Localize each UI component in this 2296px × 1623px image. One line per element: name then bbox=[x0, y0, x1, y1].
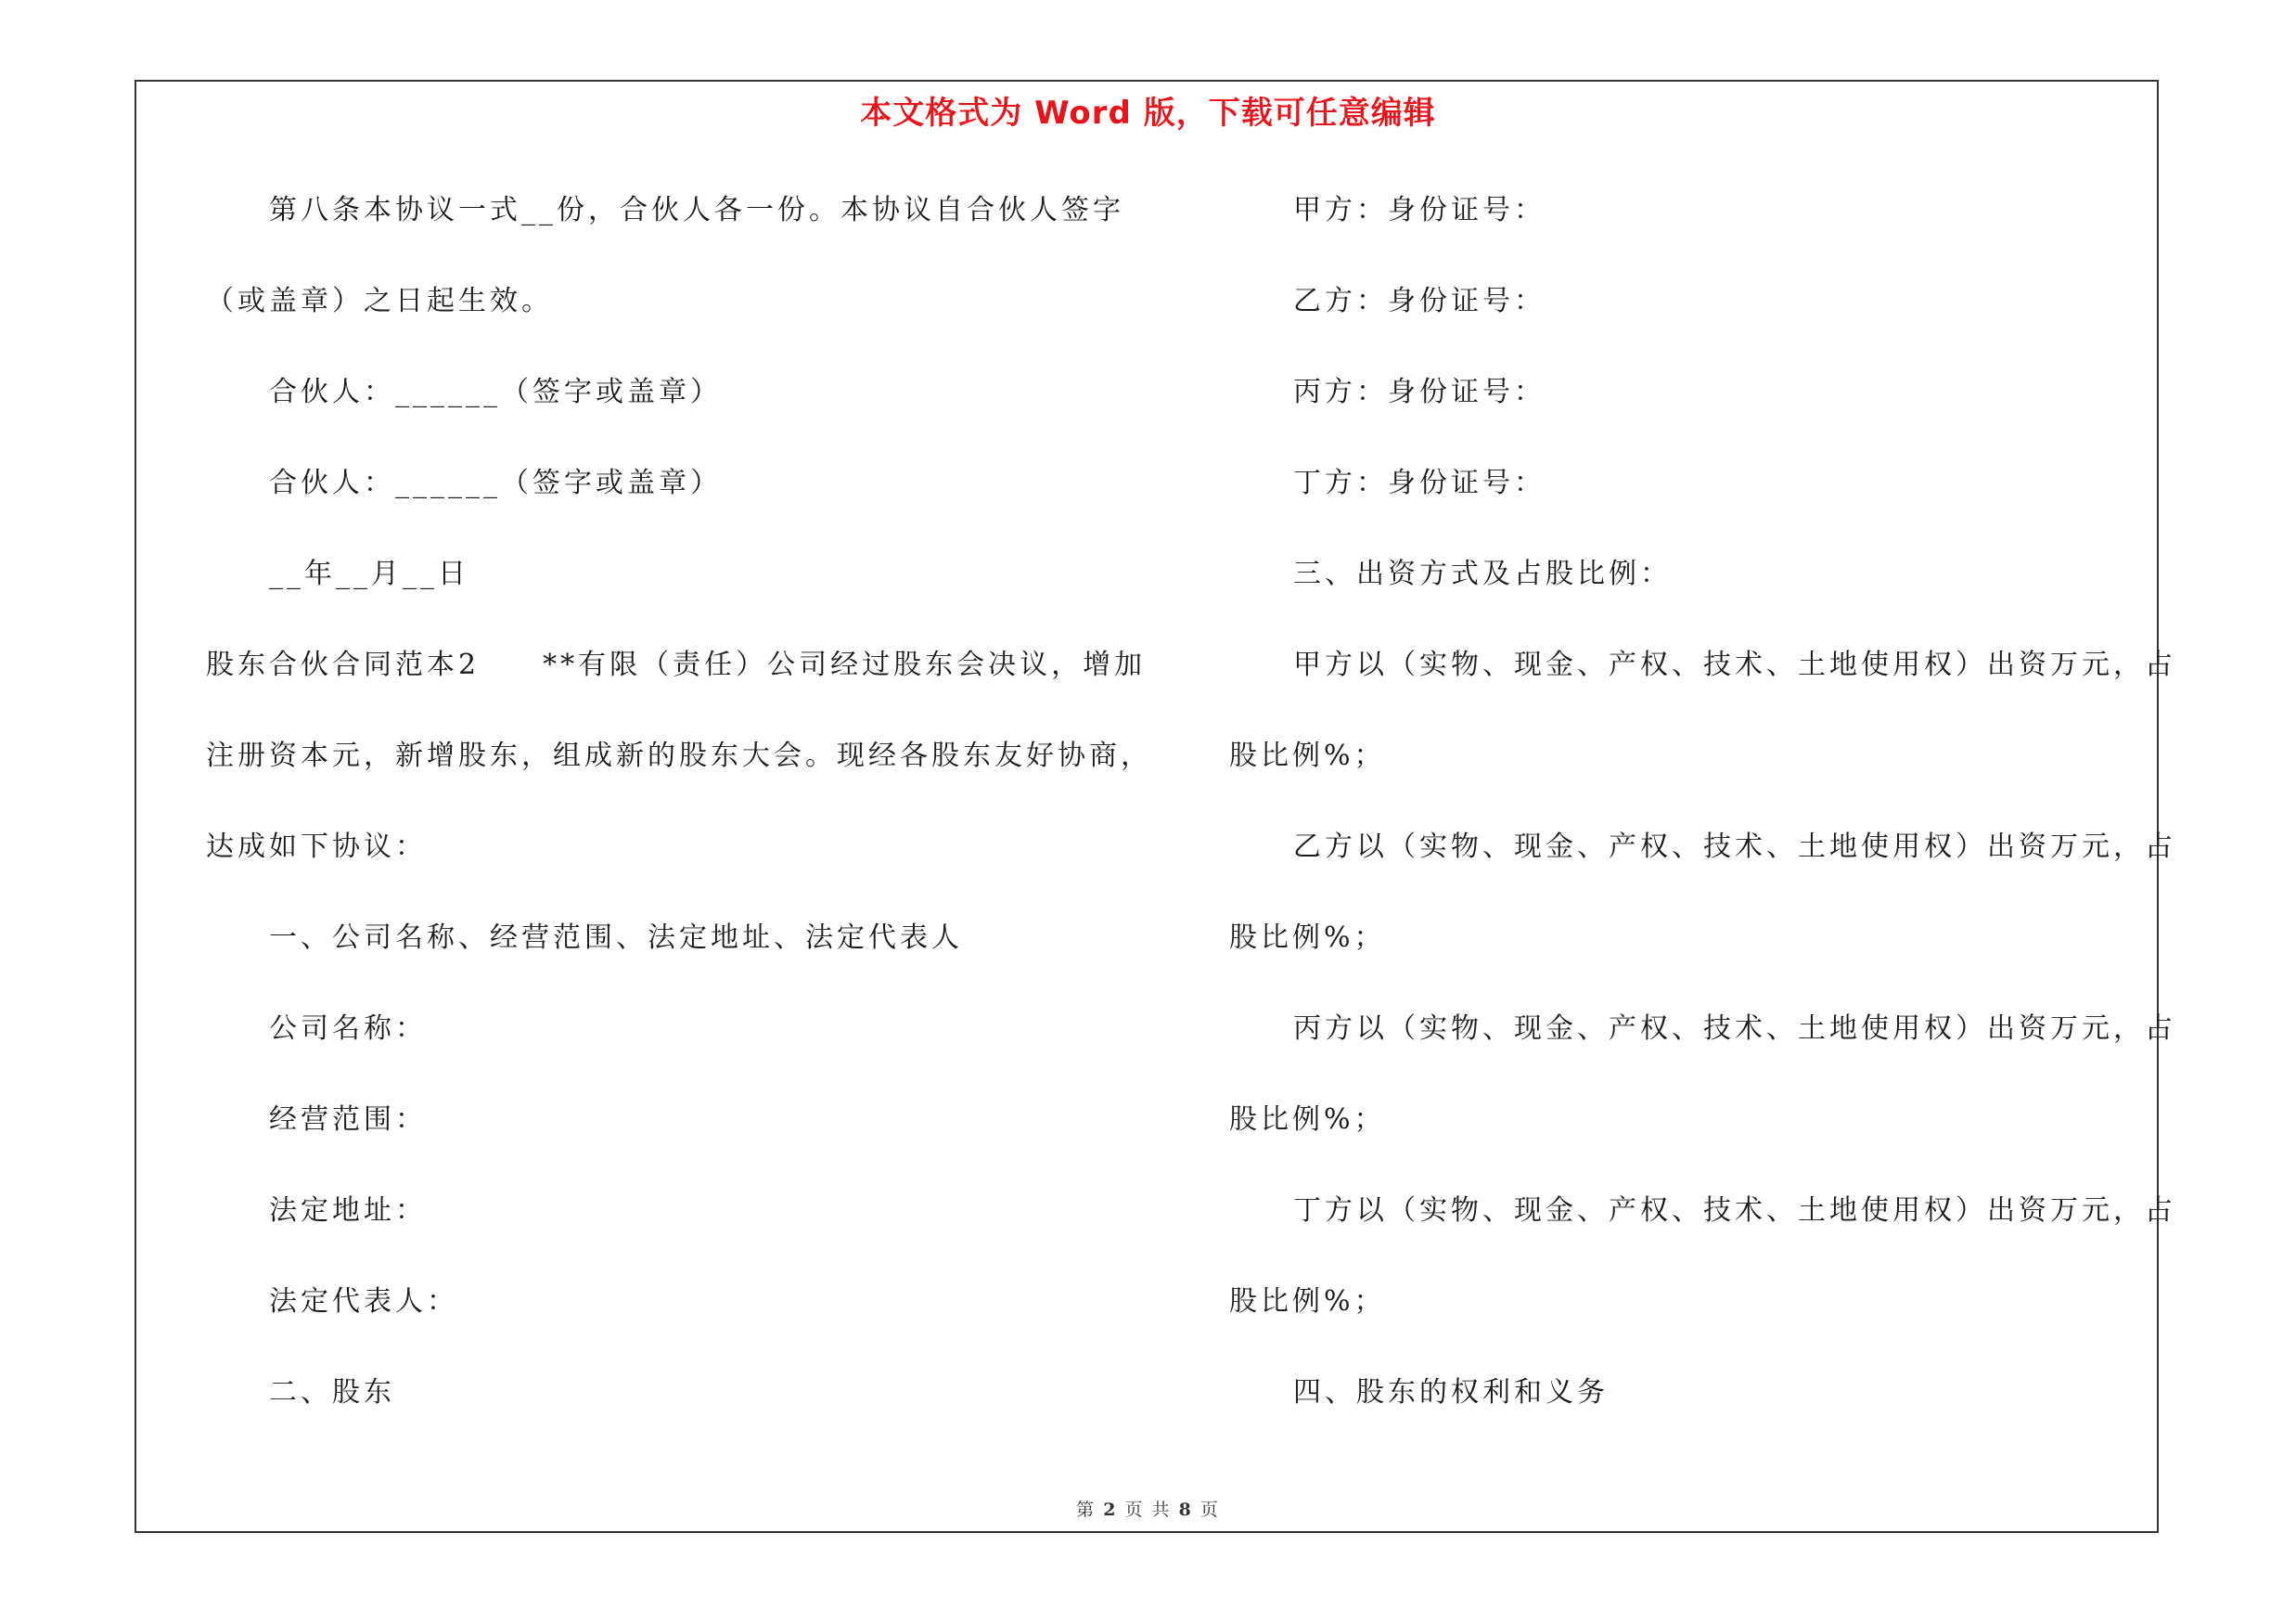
right-line: 甲方以（实物、现金、产权、技术、土地使用权）出资万元，占 bbox=[1293, 649, 2176, 681]
right-line: 丁方以（实物、现金、产权、技术、土地使用权）出资万元，占 bbox=[1293, 1194, 2176, 1227]
right-line: 股比例%； bbox=[1229, 921, 1386, 954]
right-line: 乙方：身份证号： bbox=[1293, 285, 1546, 317]
left-line: 一、公司名称、经营范围、法定地址、法定代表人 bbox=[269, 921, 963, 954]
right-line: 股比例%； bbox=[1229, 1103, 1386, 1136]
left-line: 公司名称： bbox=[269, 1012, 427, 1045]
current-page-number: 2 bbox=[1103, 1500, 1118, 1520]
document-banner: 本文格式为 Word 版，下载可任意编辑 bbox=[860, 95, 1436, 132]
left-line: 合伙人：______（签字或盖章） bbox=[269, 467, 722, 499]
right-line: 甲方：身份证号： bbox=[1293, 194, 1546, 226]
footer-middle: 页 共 bbox=[1124, 1500, 1172, 1520]
left-line: 注册资本元，新增股东，组成新的股东大会。现经各股东友好协商， bbox=[206, 740, 1152, 772]
footer-prefix: 第 bbox=[1076, 1500, 1097, 1520]
right-line: 四、股东的权利和义务 bbox=[1293, 1376, 1609, 1409]
right-line: 乙方以（实物、现金、产权、技术、土地使用权）出资万元，占 bbox=[1293, 831, 2176, 863]
left-line: 第八条本协议一式__份，合伙人各一份。本协议自合伙人签字 bbox=[269, 194, 1124, 226]
right-line: 丙方以（实物、现金、产权、技术、土地使用权）出资万元，占 bbox=[1293, 1012, 2176, 1045]
left-line: __年__月__日 bbox=[269, 558, 469, 590]
right-line: 丁方：身份证号： bbox=[1293, 467, 1546, 499]
right-line: 股比例%； bbox=[1229, 1285, 1386, 1318]
left-line: 股东合伙合同范本2 **有限（责任）公司经过股东会决议，增加 bbox=[206, 649, 1147, 681]
footer-suffix: 页 bbox=[1199, 1500, 1220, 1520]
left-line: 法定代表人： bbox=[269, 1285, 458, 1318]
right-line: 三、出资方式及占股比例： bbox=[1293, 558, 1672, 590]
left-line: 达成如下协议： bbox=[206, 831, 427, 863]
left-line: 合伙人：______（签字或盖章） bbox=[269, 376, 722, 408]
left-line: （或盖章）之日起生效。 bbox=[206, 285, 553, 317]
page-footer bbox=[0, 1496, 2296, 1521]
left-line: 二、股东 bbox=[269, 1376, 395, 1409]
right-line: 股比例%； bbox=[1229, 740, 1386, 772]
total-pages-number: 8 bbox=[1178, 1500, 1193, 1520]
left-line: 经营范围： bbox=[269, 1103, 427, 1136]
left-line: 法定地址： bbox=[269, 1194, 427, 1227]
right-line: 丙方：身份证号： bbox=[1293, 376, 1546, 408]
